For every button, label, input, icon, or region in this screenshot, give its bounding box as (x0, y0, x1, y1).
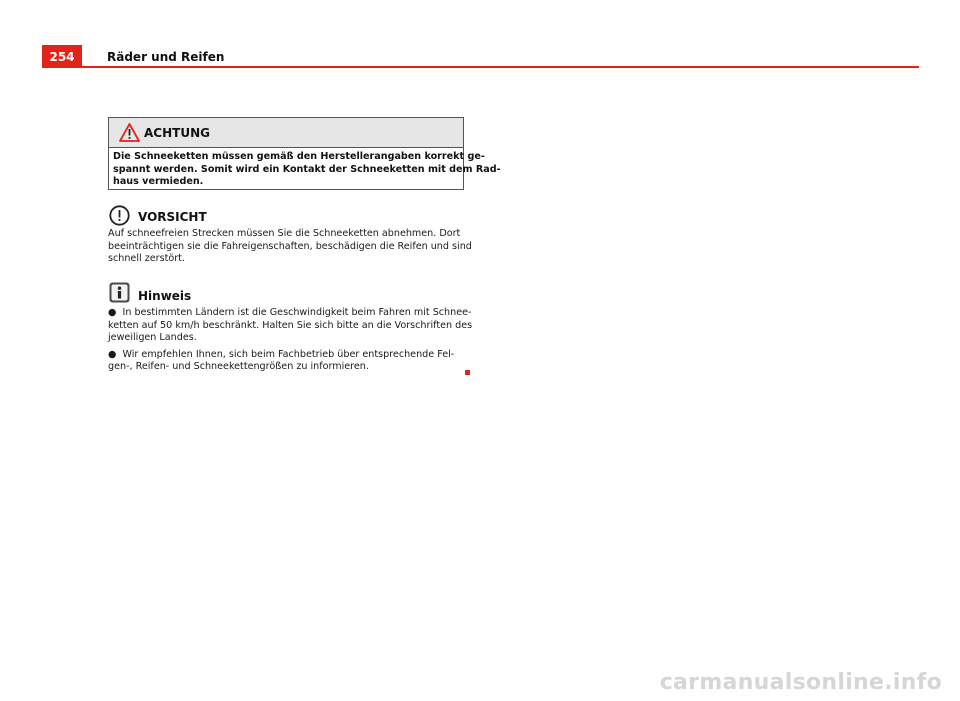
list-item (108, 307, 473, 345)
info-note-icon (109, 282, 130, 303)
caution-line: schnell zerstört. (108, 253, 185, 265)
note-line (108, 307, 472, 320)
bullet-marker: ● (108, 348, 117, 360)
note-line: ketten auf 50 km/h beschränkt. Halten Sie sich bitte an die Vorschriften des (108, 319, 473, 331)
section-end-marker (465, 370, 470, 375)
warning-line: Die Schneeketten müssen gemäß den Herstellerangaben korrekt ge- (113, 151, 485, 162)
warning-triangle-icon (119, 123, 140, 142)
caution-exclamation-icon (109, 205, 130, 226)
note-title: Hinweis (138, 289, 192, 303)
bullet-marker: ● (108, 307, 117, 318)
caution-text (108, 228, 472, 266)
caution-line: beeinträchtigen sie die Fahreigenschaften, beschädigen die Reifen und sind (108, 240, 472, 252)
page-number: 254 (42, 45, 82, 67)
note-line: gen-, Reifen- und Schneekettengrößen zu informieren. (108, 361, 369, 373)
watermark: carmanualsonline.info (659, 670, 942, 695)
header-rule (42, 66, 919, 68)
warning-line: haus vermieden. (113, 176, 204, 187)
warning-title: ACHTUNG (144, 126, 210, 140)
caution-line: Auf schneefreien Strecken müssen Sie die Schneeketten abnehmen. Dort (108, 228, 461, 239)
warning-text (109, 148, 501, 189)
caution-title: VORSICHT (138, 210, 207, 224)
warning-box (108, 117, 501, 190)
warning-header (109, 118, 463, 148)
page-header (42, 45, 919, 67)
list-item (108, 349, 468, 374)
note-line: jeweiligen Landes. (108, 332, 197, 344)
chapter-title: Räder und Reifen (107, 50, 225, 64)
note-line-text: Wir empfehlen Ihnen, sich beim Fachbetrieb über entsprechende Fel- (122, 348, 455, 360)
note-text (108, 307, 473, 378)
note-line-text: In bestimmten Ländern ist die Geschwindigkeit beim Fahren mit Schnee- (122, 307, 472, 318)
note-line (108, 349, 468, 362)
warning-line: spannt werden. Somit wird ein Kontakt der Schneeketten mit dem Rad- (113, 163, 501, 175)
